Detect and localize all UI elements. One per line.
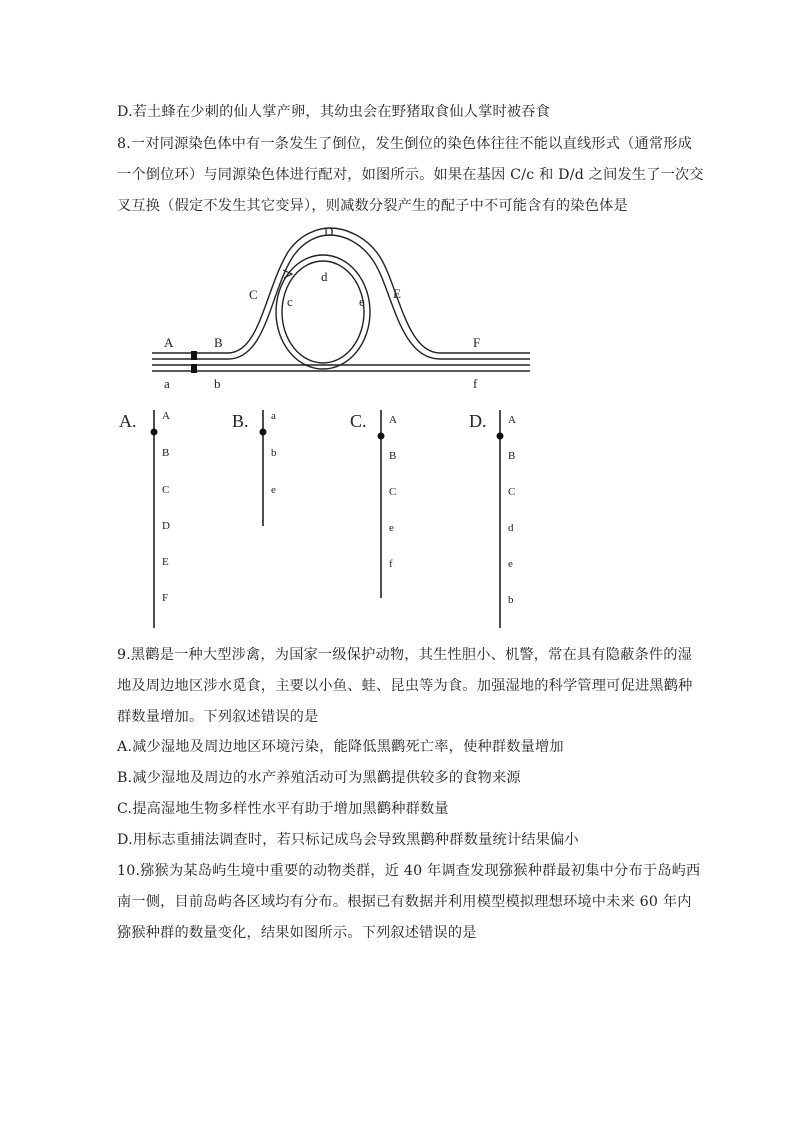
label-C: C: [249, 287, 258, 302]
q8-stem-line-2: 一个倒位环）与同源染色体进行配对，如图所示。如果在基因 C/c 和 D/d 之间发生了一次交: [117, 167, 704, 183]
option-B-gene: b: [271, 447, 277, 459]
option-B-letter: B.: [232, 411, 249, 431]
inversion-loop-figure: [0, 222, 794, 427]
q9-option-a: A.减少湿地及周边地区环境污染，能降低黑鹳死亡率，使种群数量增加: [117, 739, 564, 755]
q9-stem-line-1: 9.黑鹳是一种大型涉禽，为国家一级保护动物，其生性胆小、机警，常在具有隐蔽条件的湿: [117, 647, 693, 663]
label-d: d: [321, 269, 328, 284]
option-C-gene: B: [389, 450, 397, 462]
q8-options: [0, 402, 794, 632]
option-D-gene: C: [508, 486, 516, 498]
centromere-lower: [191, 364, 197, 373]
q10-stem-line-3: 猕猴种群的数量变化，结果如图所示。下列叙述错误的是: [117, 925, 477, 941]
q10-stem-line-2: 南一侧，目前岛屿各区域均有分布。根据已有数据并利用模型模拟理想环境中未来 60 年内: [117, 894, 692, 910]
option-C-gene: e: [389, 522, 394, 534]
label-A: A: [164, 335, 174, 350]
option-C-letter: C.: [350, 411, 367, 431]
option-D-gene: B: [508, 450, 516, 462]
option-C-centromere: [378, 433, 385, 440]
option-A-centromere: [151, 429, 158, 436]
q7-option-d: D.若土蜂在少刺的仙人掌产卵，其幼虫会在野猪取食仙人掌时被吞食: [117, 104, 551, 120]
q9-option-b: B.减少湿地及周边的水产养殖活动可为黑鹳提供较多的食物来源: [117, 770, 521, 786]
label-F: F: [473, 335, 481, 350]
option-D-gene: d: [508, 522, 514, 534]
option-A-gene: A: [162, 410, 170, 422]
q10-stem-line-1: 10.猕猴为某岛屿生境中重要的动物类群，近 40 年调查发现猕猴种群最初集中分布于岛屿西: [117, 863, 701, 879]
option-B-centromere: [260, 429, 267, 436]
option-A-letter: A.: [119, 411, 137, 431]
option-A-gene: C: [162, 484, 170, 496]
label-f: f: [473, 376, 478, 391]
option-D-gene: e: [508, 558, 513, 570]
option-B-gene: a: [271, 410, 276, 422]
option-C-gene: f: [389, 558, 393, 570]
label-E: E: [393, 286, 401, 301]
option-B-gene: e: [271, 484, 276, 496]
label-e: e: [359, 294, 365, 309]
option-A-gene: F: [162, 592, 169, 604]
option-A-gene: B: [162, 447, 170, 459]
option-D-centromere: [497, 433, 504, 440]
centromere-upper: [191, 351, 197, 360]
label-c: c: [287, 294, 293, 309]
q8-stem-line-3: 叉互换（假定不发生其它变异），则减数分裂产生的配子中不可能含有的染色体是: [117, 198, 628, 214]
option-A-gene: D: [162, 520, 170, 532]
option-A-gene: E: [162, 556, 169, 568]
option-D-letter: D.: [469, 411, 487, 431]
option-C-gene: C: [389, 486, 397, 498]
q9-option-d: D.用标志重捕法调查时，若只标记成鸟会导致黑鹳种群数量统计结果偏小: [117, 832, 579, 848]
q9-stem-line-2: 地及周边地区涉水觅食，主要以小鱼、蛙、昆虫等为食。加强湿地的科学管理可促进黑鹳种: [117, 678, 693, 694]
label-a: a: [164, 376, 170, 391]
option-D-gene: b: [508, 594, 514, 606]
q9-option-c: C.提高湿地生物多样性水平有助于增加黑鹳种群数量: [117, 801, 449, 817]
label-B: B: [214, 335, 223, 350]
option-D-gene: A: [508, 414, 516, 426]
label-b: b: [214, 376, 221, 391]
q8-stem-line-1: 8.一对同源染色体中有一条发生了倒位，发生倒位的染色体往往不能以直线形式（通常形成: [117, 136, 693, 152]
q9-stem-line-3: 群数量增加。下列叙述错误的是: [117, 709, 319, 725]
label-D: D: [324, 224, 334, 239]
option-C-gene: A: [389, 414, 397, 426]
